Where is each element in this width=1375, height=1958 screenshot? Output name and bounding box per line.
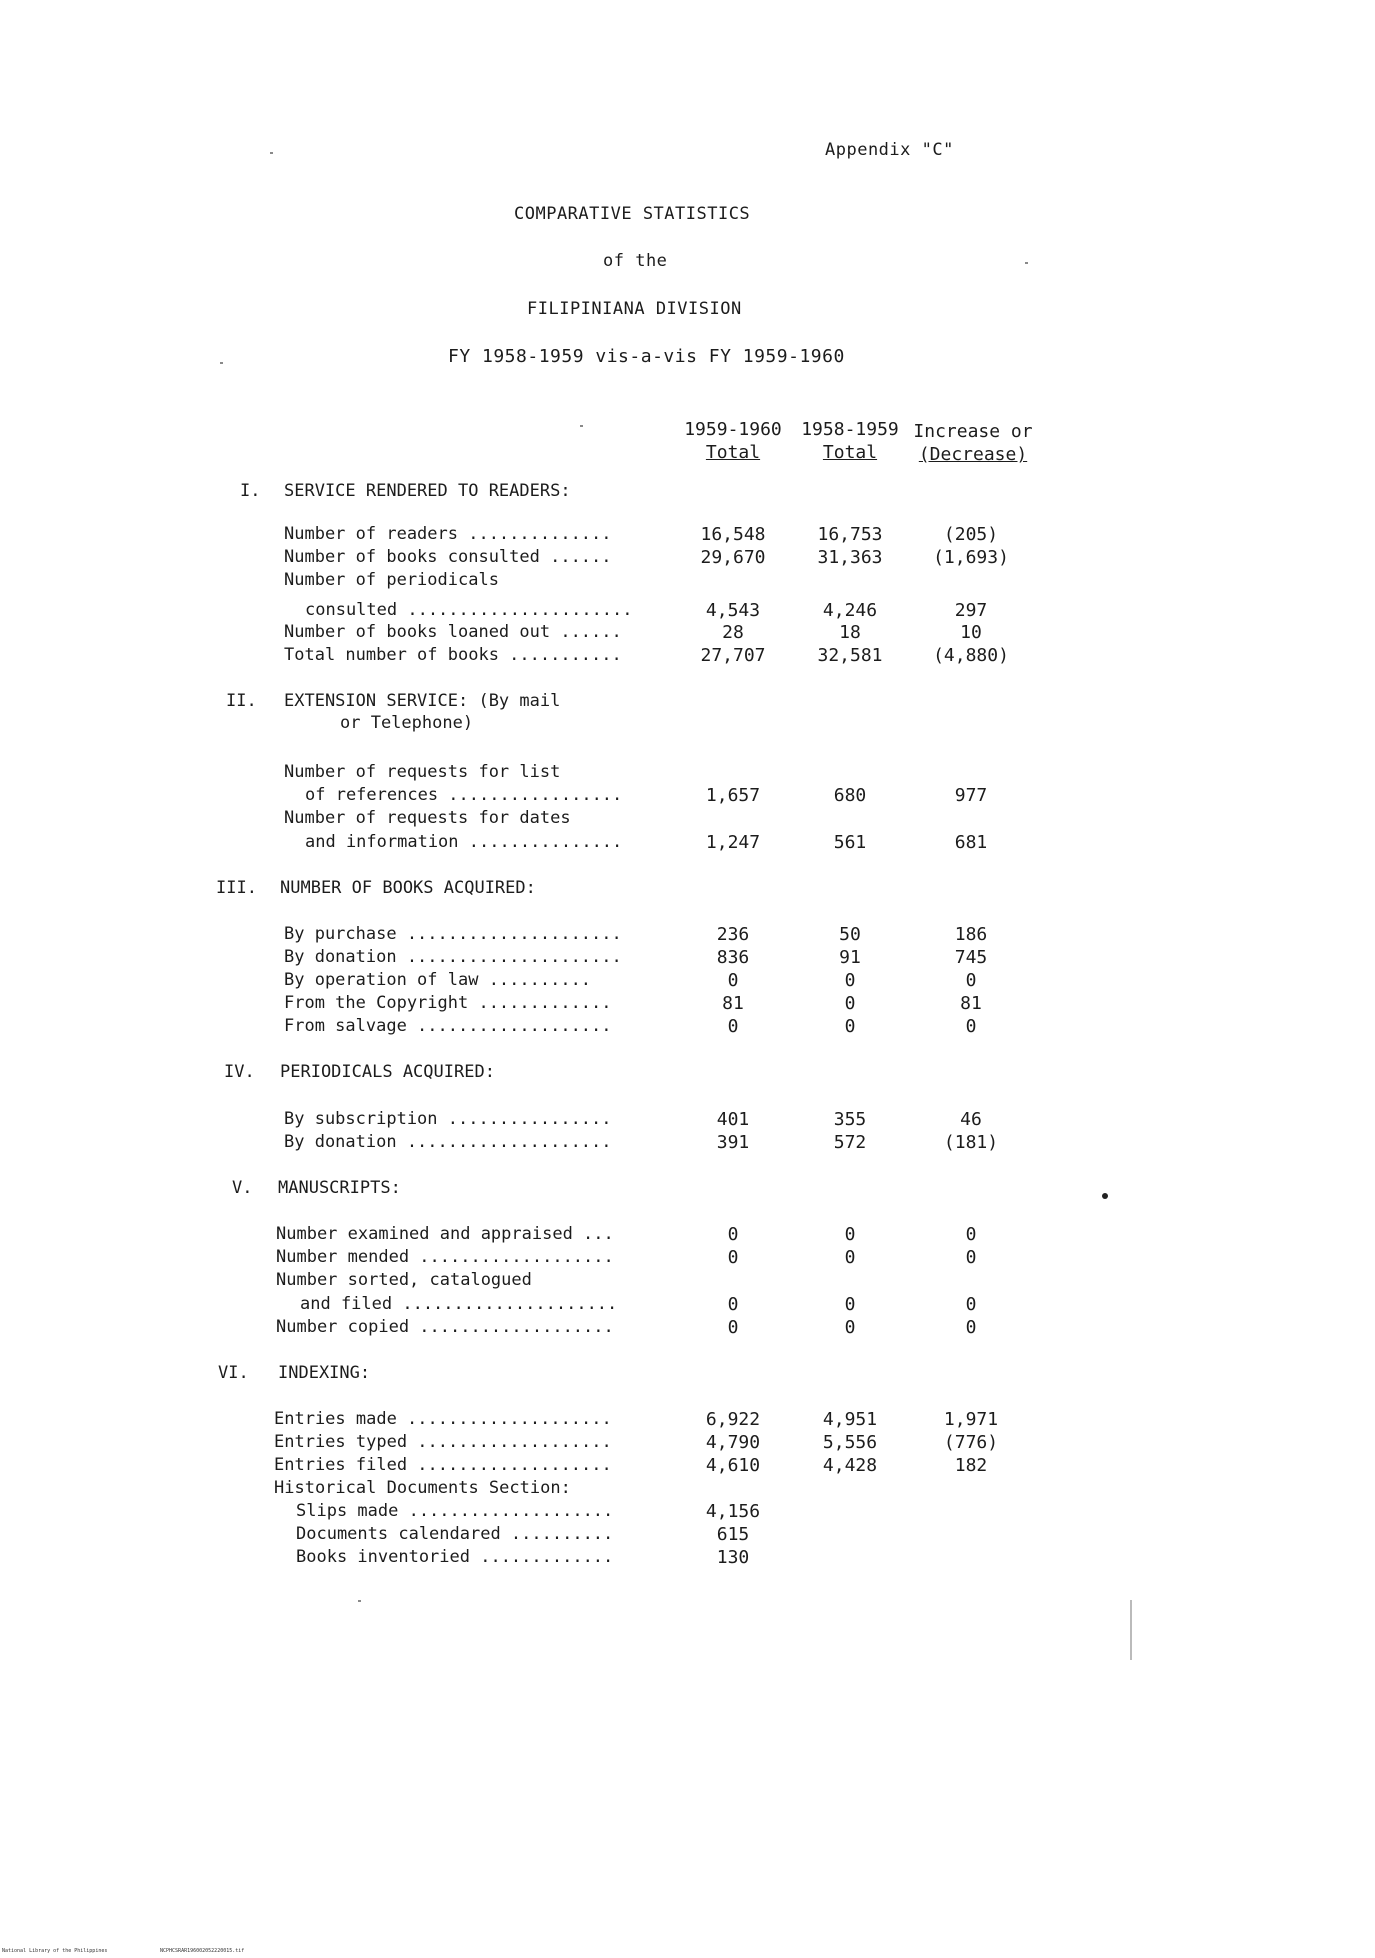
row-label: Entries filed ...................: [274, 1455, 612, 1475]
value-1959-1960: 615: [716, 1524, 750, 1545]
table-row: [0, 924, 1375, 947]
value-1959-1960: 391: [716, 1132, 750, 1153]
section-1-title: SERVICE RENDERED TO READERS:: [284, 481, 571, 501]
col2-header: [790, 418, 910, 464]
value-1958-1959: 4,428: [822, 1455, 878, 1476]
value-1959-1960: 4,610: [705, 1455, 761, 1476]
row-label: Documents calendared ..........: [296, 1524, 614, 1544]
row-label: By operation of law ..........: [284, 970, 592, 990]
scan-speck: [220, 362, 223, 364]
table-row: [0, 947, 1375, 970]
table-row: [0, 524, 1375, 547]
table-row: [0, 1109, 1375, 1132]
value-change: 81: [960, 993, 982, 1014]
value-1959-1960: 236: [716, 924, 750, 945]
value-1958-1959: 561: [833, 832, 867, 853]
value-change: 681: [954, 832, 988, 853]
row-label: Number of books loaned out ......: [284, 622, 622, 642]
row-label: By donation .....................: [284, 947, 622, 967]
value-1958-1959: 680: [833, 785, 867, 806]
scan-speck: [1130, 1600, 1132, 1660]
table-row: [0, 808, 1375, 831]
row-label: From salvage ...................: [284, 1016, 612, 1036]
value-1958-1959: 0: [844, 1317, 856, 1338]
value-change: 0: [965, 1317, 977, 1338]
row-label: By purchase .....................: [284, 924, 622, 944]
value-1958-1959: 0: [844, 1224, 856, 1245]
table-row: [0, 1547, 1375, 1570]
row-label: Number of periodicals: [284, 570, 499, 590]
row-label: Number sorted, catalogued: [276, 1270, 532, 1290]
table-row: [0, 970, 1375, 993]
value-1959-1960: 0: [727, 970, 739, 991]
section-5-number: V.: [232, 1178, 253, 1198]
table-row: [0, 547, 1375, 570]
scan-speck: [1025, 262, 1028, 264]
table-row: [0, 1016, 1375, 1039]
value-1958-1959: 16,753: [817, 524, 883, 545]
row-label: Number of readers ..............: [284, 524, 612, 544]
value-change: 0: [965, 1224, 977, 1245]
value-change: 745: [954, 947, 988, 968]
table-row: [0, 570, 1375, 593]
row-label: From the Copyright .............: [284, 993, 612, 1013]
table-row: [0, 1501, 1375, 1524]
scan-speck: [358, 1600, 361, 1602]
value-1959-1960: 4,156: [705, 1501, 761, 1522]
row-label: Number of books consulted ......: [284, 547, 612, 567]
row-label: Books inventoried .............: [296, 1547, 614, 1567]
table-row: [0, 1270, 1375, 1293]
value-change: (4,880): [933, 645, 1009, 666]
value-change: (205): [943, 524, 999, 545]
col1-header: [673, 418, 793, 464]
table-row: [0, 600, 1375, 623]
value-change: 0: [965, 1016, 977, 1037]
table-row: [0, 1455, 1375, 1478]
section-2-title-cont: or Telephone): [340, 713, 474, 733]
value-1958-1959: 18: [839, 622, 861, 643]
table-row: [0, 1432, 1375, 1455]
row-label: Historical Documents Section:: [274, 1478, 571, 1498]
value-1958-1959: 0: [844, 1294, 856, 1315]
section-4-title: PERIODICALS ACQUIRED:: [280, 1062, 495, 1082]
value-1959-1960: 0: [727, 1247, 739, 1268]
col2-year: 1958-1959: [801, 419, 899, 440]
value-change: 182: [954, 1455, 988, 1476]
value-1959-1960: 28: [722, 622, 744, 643]
row-label: Entries typed ...................: [274, 1432, 612, 1452]
row-label: Number of requests for list: [284, 762, 561, 782]
footer-left: National Library of the Philippines: [2, 1948, 108, 1954]
row-label: Number copied ...................: [276, 1317, 614, 1337]
appendix-label: Appendix "C": [825, 140, 954, 160]
value-change: 10: [960, 622, 982, 643]
table-row: [0, 785, 1375, 808]
title-line-4: FY 1958-1959 vis-a-vis FY 1959-1960: [448, 346, 845, 367]
value-1958-1959: 5,556: [822, 1432, 878, 1453]
value-1959-1960: 1,247: [705, 832, 761, 853]
table-row: [0, 1317, 1375, 1340]
table-row: [0, 993, 1375, 1016]
section-4-number: IV.: [224, 1062, 255, 1082]
row-label: Entries made ....................: [274, 1409, 612, 1429]
value-change: (776): [943, 1432, 999, 1453]
value-1958-1959: 4,951: [822, 1409, 878, 1430]
row-label: By subscription ................: [284, 1109, 612, 1129]
value-change: 0: [965, 970, 977, 991]
section-6-title: INDEXING:: [278, 1363, 371, 1383]
value-1958-1959: 0: [844, 993, 856, 1014]
section-6-number: VI.: [218, 1363, 249, 1383]
footer-right: NCPHCSRAR196002052220015.tif: [160, 1948, 245, 1954]
value-1959-1960: 29,670: [700, 547, 766, 568]
row-label: By donation ....................: [284, 1132, 612, 1152]
row-label: Total number of books ...........: [284, 645, 622, 665]
col1-sub: Total: [705, 442, 761, 463]
scan-speck: [270, 152, 273, 154]
col2-sub: Total: [822, 442, 878, 463]
value-change: 1,971: [943, 1409, 999, 1430]
title-line-2: of the: [603, 251, 668, 271]
section-1-number: I.: [240, 481, 261, 501]
value-1959-1960: 0: [727, 1294, 739, 1315]
value-1958-1959: 0: [844, 970, 856, 991]
col1-year: 1959-1960: [684, 419, 782, 440]
table-row: [0, 1224, 1375, 1247]
row-label: Number examined and appraised ...: [276, 1224, 614, 1244]
value-1958-1959: 4,246: [822, 600, 878, 621]
col3-top: Increase or: [913, 421, 1033, 442]
value-1959-1960: 130: [716, 1547, 750, 1568]
scan-speck: [580, 425, 583, 427]
row-label: Number mended ...................: [276, 1247, 614, 1267]
value-change: 297: [954, 600, 988, 621]
table-row: [0, 1409, 1375, 1432]
value-change: 186: [954, 924, 988, 945]
row-label: of references .................: [305, 785, 623, 805]
col3-sub: (Decrease): [918, 444, 1028, 465]
value-change: (1,693): [933, 547, 1009, 568]
value-change: 0: [965, 1294, 977, 1315]
section-3-title: NUMBER OF BOOKS ACQUIRED:: [280, 878, 536, 898]
section-5-title: MANUSCRIPTS:: [278, 1178, 401, 1198]
value-1958-1959: 32,581: [817, 645, 883, 666]
section-2-number: II.: [226, 691, 257, 711]
value-1958-1959: 50: [839, 924, 861, 945]
row-label: Number of requests for dates: [284, 808, 571, 828]
value-1959-1960: 0: [727, 1317, 739, 1338]
value-change: 46: [960, 1109, 982, 1130]
section-2-title: EXTENSION SERVICE: (By mail: [284, 691, 561, 711]
value-1958-1959: 0: [844, 1247, 856, 1268]
value-change: 977: [954, 785, 988, 806]
row-label: Slips made ....................: [296, 1501, 614, 1521]
table-row: [0, 622, 1375, 645]
row-label: and information ...............: [305, 832, 623, 852]
table-row: [0, 762, 1375, 785]
table-row: [0, 1524, 1375, 1547]
title-line-3: FILIPINIANA DIVISION: [527, 299, 742, 319]
value-1958-1959: 31,363: [817, 547, 883, 568]
value-1959-1960: 6,922: [705, 1409, 761, 1430]
table-row: [0, 645, 1375, 668]
value-change: 0: [965, 1247, 977, 1268]
value-1958-1959: 355: [833, 1109, 867, 1130]
value-1958-1959: 572: [833, 1132, 867, 1153]
table-row: [0, 1247, 1375, 1270]
col3-header: [903, 420, 1043, 466]
section-3-number: III.: [216, 878, 257, 898]
table-row: [0, 1478, 1375, 1501]
value-1959-1960: 4,790: [705, 1432, 761, 1453]
value-1959-1960: 16,548: [700, 524, 766, 545]
value-change: (181): [943, 1132, 999, 1153]
value-1959-1960: 836: [716, 947, 750, 968]
value-1959-1960: 27,707: [700, 645, 766, 666]
row-label: and filed .....................: [300, 1294, 618, 1314]
scan-speck: [1102, 1193, 1108, 1199]
table-row: [0, 832, 1375, 855]
value-1959-1960: 0: [727, 1016, 739, 1037]
value-1958-1959: 91: [839, 947, 861, 968]
value-1959-1960: 4,543: [705, 600, 761, 621]
value-1959-1960: 1,657: [705, 785, 761, 806]
value-1958-1959: 0: [844, 1016, 856, 1037]
value-1959-1960: 401: [716, 1109, 750, 1130]
row-label: consulted ......................: [305, 600, 633, 620]
table-row: [0, 1294, 1375, 1317]
value-1959-1960: 81: [722, 993, 744, 1014]
value-1959-1960: 0: [727, 1224, 739, 1245]
table-row: [0, 1132, 1375, 1155]
title-line-1: COMPARATIVE STATISTICS: [514, 204, 751, 224]
